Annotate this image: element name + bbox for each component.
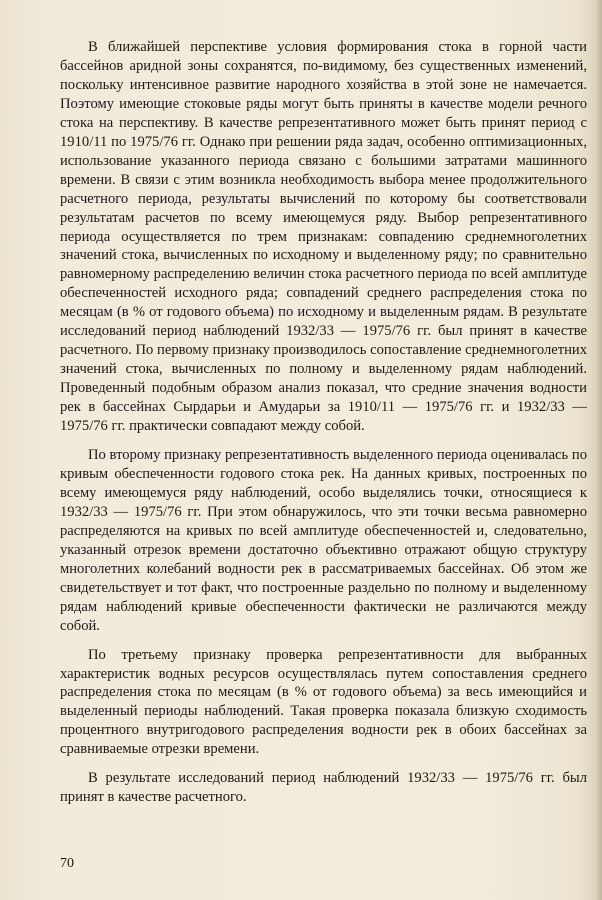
page-number: 70 [60,856,74,871]
paragraph-3: По третьему признаку проверка репрезентативности для выбранных характеристик водных ресурсов осуществлялась путем сопоставления среднего распределения стока по месяцам (в % от годового объема) за весь имеющийся и выделенный периоды наблюдений. Такая проверка показала близкую сходимость процентного внутригодового распределения водности рек в обоих бассейнах за сравниваемые отрезки времени. [60,646,587,758]
body-text [60,38,587,807]
paragraph-2: По второму признаку репрезентативность выделенного периода оценивалась по кривым обеспеченности годового стока рек. На данных кривых, построенных по всему имеющемуся ряду наблюдений, особо выделялись точки, относящиеся к 1932/33 — 1975/76 гг. При этом обнаружилось, что эти точки весьма равномерно распределяются на кривых по всей амплитуде обеспеченностей и, следовательно, указанный отрезок времени достаточно объективно отражают общую структуру многолетних колебаний водности рек в рассматриваемых бассейнах. Об этом же свидетельствует и тот факт, что построенные раздельно по полному и выделенному рядам наблюдений кривые обеспеченности фактически не различаются между собой. [60,447,587,634]
paragraph-4: В результате исследований период наблюдений 1932/33 — 1975/76 гг. был принят в качестве расчетного. [60,770,587,806]
page-edge-shadow [596,0,602,900]
paragraph-1: В ближайшей перспективе условия формирования стока в горной части бассейнов аридной зоны сохранятся, по-видимому, без существенных изменений, поскольку интенсивное развитие народного хозяйства в этой зоне не намечается. Поэтому имеющие стоковые ряды могут быть приняты в качестве модели речного стока на перспективу. В качестве репрезентативного может быть принят период с 1910/11 по 1975/76 гг. Однако при решении ряда задач, особенно оптимизационных, использование указанного периода связано с большими затратами машинного времени. В связи с этим возникла необходимость выбора менее продолжительного расчетного периода, результаты вычислений по которому бы соответствовали результатам расчетов по всему имеющемуся ряду. Выбор репрезентативного периода осуществляется по трем признакам: совпадению среднемноголетних значений стока, вычисленных по исходному и выделенному ряду; по сравнительно равномерному распределению величин стока расчетного периода по всей амплитуде обеспеченностей исходного ряда; совпадений среднего распределения стока по месяцам (в % от годового объема) по исходному и выделенным рядам. В результате исследований период наблюдений 1932/33 — 1975/76 гг. был принят в качестве расчетного. По первому признаку производилось сопоставление среднемноголетних значений стока, вычисленных по полному и выделенному рядам наблюдений. Проведенный подобным образом анализ показал, что средние значения водности рек в бассейнах Сырдарьи и Амударьи за 1910/11 — 1975/76 гг. и 1932/33 — 1975/76 гг. практически совпадают между собой. [60,39,587,435]
